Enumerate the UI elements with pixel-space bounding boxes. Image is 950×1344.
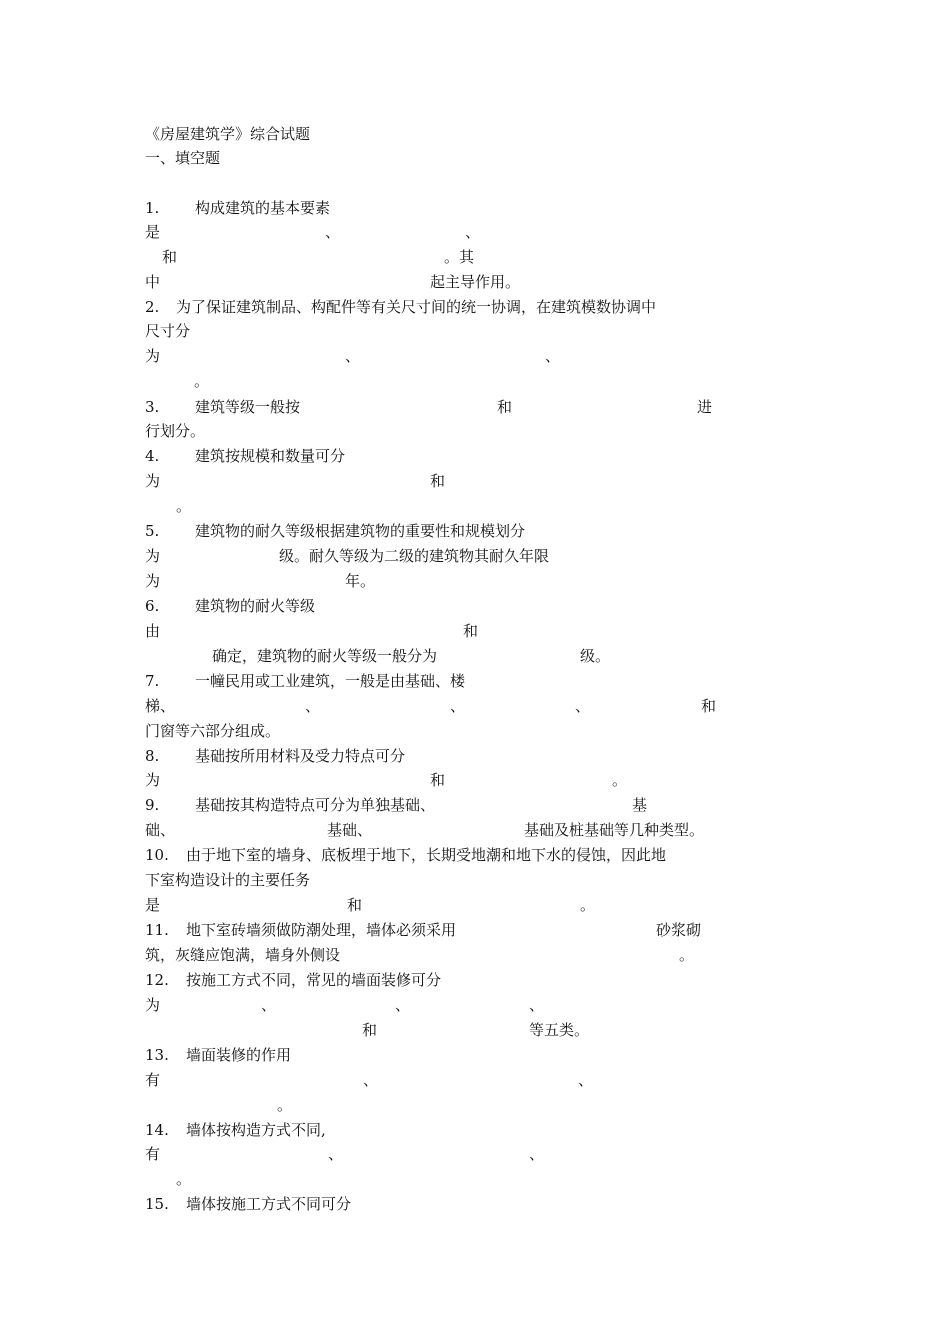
question-number: 7.: [145, 672, 160, 690]
question-text: 构成建筑的基本要素: [195, 199, 331, 217]
text-fragment: 、: [450, 697, 466, 715]
question-text: 基础按所用材料及受力特点可分: [195, 747, 406, 765]
text-fragment: 基础、: [327, 821, 373, 839]
text-fragment: 、: [363, 1071, 379, 1089]
question-text: 墙体按构造方式不同,: [186, 1121, 326, 1139]
text-fragment: 为: [145, 996, 161, 1014]
question-text: 建筑物的耐火等级: [195, 597, 316, 615]
text-fragment: 下室构造设计的主要任务: [145, 871, 311, 889]
text-fragment: 和: [430, 472, 446, 490]
text-fragment: 、: [395, 996, 411, 1014]
text-fragment: 是: [145, 223, 161, 241]
text-fragment: 中: [145, 273, 161, 291]
text-fragment: 、: [575, 697, 591, 715]
text-fragment: 基础及桩基础等几种类型。: [524, 821, 705, 839]
text-fragment: 为: [145, 547, 161, 565]
text-fragment: 、: [328, 1145, 344, 1163]
text-fragment: 进: [697, 398, 713, 416]
question-number: 5.: [145, 522, 160, 540]
document-title: 《房屋建筑学》综合试题: [145, 125, 311, 143]
text-fragment: 、: [529, 1145, 545, 1163]
text-fragment: 为: [145, 347, 161, 365]
text-fragment: 和: [362, 1021, 378, 1039]
text-fragment: 由: [145, 622, 161, 640]
text-fragment: 、: [545, 347, 561, 365]
text-fragment: 有: [145, 1145, 161, 1163]
question-number: 12.: [145, 971, 169, 989]
text-fragment: 级。耐久等级为二级的建筑物其耐久年限: [279, 547, 550, 565]
text-fragment: 砂浆砌: [656, 921, 702, 939]
text-fragment: 确定，建筑物的耐火等级一般分为: [212, 647, 438, 665]
text-fragment: 筑，灰缝应饱满，墙身外侧设: [145, 946, 341, 964]
question-number: 2.: [145, 298, 160, 316]
text-fragment: 、: [325, 223, 341, 241]
text-fragment: 和: [347, 896, 363, 914]
question-number: 9.: [145, 796, 160, 814]
text-fragment: 有: [145, 1071, 161, 1089]
text-fragment: 。: [277, 1096, 293, 1114]
question-number: 15.: [145, 1195, 169, 1213]
text-fragment: 年。: [345, 572, 376, 590]
text-fragment: 、: [261, 996, 277, 1014]
question-text: 建筑物的耐久等级根据建筑物的重要性和规模划分: [195, 522, 526, 540]
question-text: 地下室砖墙须做防潮处理，墙体必须采用: [186, 921, 457, 939]
question-text: 由于地下室的墙身、底板埋于地下，长期受地潮和地下水的侵蚀，因此地: [186, 846, 667, 864]
text-fragment: 、: [305, 697, 321, 715]
text-fragment: 为: [145, 572, 161, 590]
text-fragment: 。: [194, 372, 210, 390]
question-text: 基础按其构造特点可分为单独基础、: [195, 796, 436, 814]
question-number: 3.: [145, 398, 160, 416]
text-fragment: 、: [345, 347, 361, 365]
text-fragment: 梯、: [145, 697, 176, 715]
text-fragment: 和: [430, 771, 446, 789]
text-fragment: 级。: [580, 647, 611, 665]
question-number: 8.: [145, 747, 160, 765]
question-number: 6.: [145, 597, 160, 615]
text-fragment: 。: [176, 497, 192, 515]
text-fragment: 。其: [444, 248, 475, 266]
text-fragment: 、: [578, 1071, 594, 1089]
text-fragment: 为: [145, 771, 161, 789]
text-fragment: 。: [580, 896, 596, 914]
text-fragment: 、: [529, 996, 545, 1014]
text-fragment: 础、: [145, 821, 176, 839]
question-number: 11.: [145, 921, 169, 939]
text-fragment: 尺寸分: [145, 322, 191, 340]
text-fragment: 起主导作用。: [430, 273, 521, 291]
question-text: 按施工方式不同，常见的墙面装修可分: [186, 971, 442, 989]
text-fragment: 和: [162, 248, 178, 266]
question-number: 13.: [145, 1046, 169, 1064]
question-number: 10.: [145, 846, 169, 864]
text-fragment: 和: [497, 398, 513, 416]
text-fragment: 。: [679, 946, 695, 964]
question-number: 1.: [145, 199, 160, 217]
text-fragment: 。: [612, 771, 628, 789]
text-fragment: 和: [701, 697, 717, 715]
question-text: 建筑等级一般按: [195, 398, 301, 416]
section-heading: 一、填空题: [145, 149, 221, 167]
question-number: 14.: [145, 1121, 169, 1139]
question-text: 墙体按施工方式不同可分: [186, 1195, 352, 1213]
text-fragment: 行划分。: [145, 422, 206, 440]
question-number: 4.: [145, 447, 160, 465]
text-fragment: 基: [632, 796, 648, 814]
question-text: 一幢民用或工业建筑，一般是由基础、楼: [195, 672, 466, 690]
question-text: 墙面装修的作用: [186, 1046, 292, 1064]
text-fragment: 等五类。: [529, 1021, 590, 1039]
text-fragment: 为: [145, 472, 161, 490]
text-fragment: 、: [465, 223, 481, 241]
text-fragment: 门窗等六部分组成。: [145, 722, 281, 740]
text-fragment: 是: [145, 896, 161, 914]
question-text: 为了保证建筑制品、构配件等有关尺寸间的统一协调，在建筑模数协调中: [176, 298, 657, 316]
text-fragment: 和: [463, 622, 479, 640]
question-text: 建筑按规模和数量可分: [195, 447, 346, 465]
text-fragment: 。: [176, 1170, 192, 1188]
